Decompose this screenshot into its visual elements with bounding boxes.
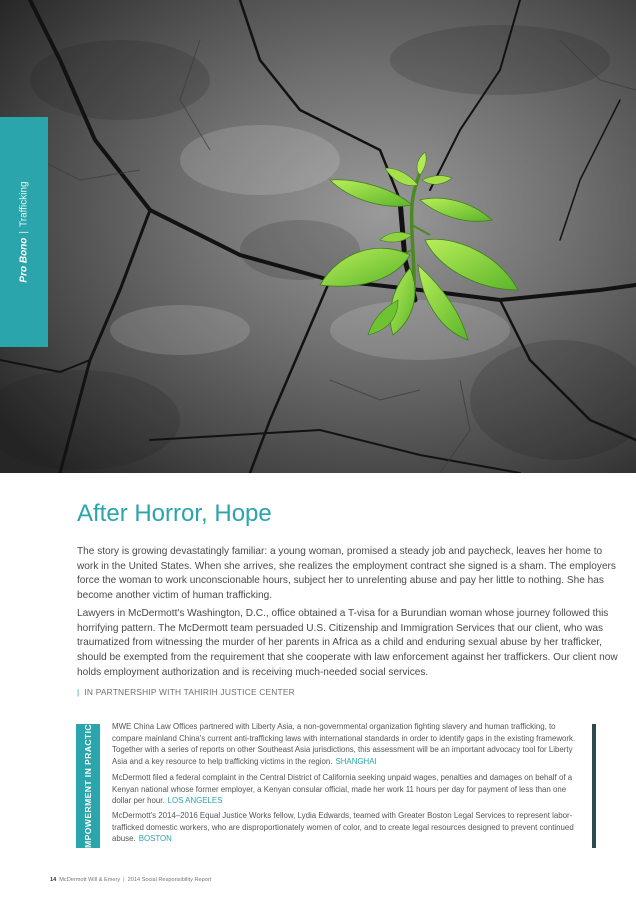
sidebar-item-text: McDermott's 2014–2016 Equal Justice Works fellow, Lydia Edwards, teamed with Greater Boston Legal Services to represent labor-trafficked domestic workers, who are disproportionately women of color, and to create legal resources designed to prevent continued abuse.	[112, 811, 574, 844]
sidebar-item-location: SHANGHAI	[335, 756, 377, 766]
partnership-text: IN PARTNERSHIP WITH TAHIRIH JUSTICE CENTER	[84, 687, 295, 697]
section-name: Pro Bono	[18, 237, 30, 283]
footer-firm: McDermott Will & Emery	[59, 877, 121, 883]
sidebar-item	[112, 810, 582, 845]
sidebar-item-text: McDermott filed a federal complaint in the Central District of California seeking unpaid wages, penalties and damages on behalf of a Kenyan national whose former employer, a Kenyan consular official, made her work 11 hours per day for payment of less than one dollar per hour.	[112, 773, 573, 806]
section-topic: Trafficking	[18, 181, 30, 227]
sidebar-item-text: MWE China Law Offices partnered with Liberty Asia, a non-governmental organization fighting slavery and human trafficking, to compare mainland China's current anti-trafficking laws with international standards in order to identify gaps in the existing framework. Together with a series of reports on other Southeast Asia jurisdictions, this assessment will be an important advocacy tool for Liberty Asia and a key resource to help trafficking victims in the region.	[112, 722, 576, 766]
page-number: 14	[50, 877, 57, 883]
sidebar-item	[112, 772, 582, 807]
partnership-divider: |	[77, 687, 80, 697]
sidebar-box-right-rule	[592, 724, 596, 848]
section-side-tab-label	[19, 181, 30, 282]
page-footer	[50, 877, 211, 883]
sidebar-item-location: BOSTON	[138, 834, 172, 844]
footer-divider: |	[123, 877, 125, 883]
partnership-credit	[77, 687, 295, 697]
sidebar-item	[112, 721, 582, 767]
section-divider: |	[18, 230, 30, 234]
footer-report: 2014 Social Responsibility Report	[127, 877, 212, 883]
article-paragraph-2: Lawyers in McDermott's Washington, D.C., office obtained a T-visa for a Burundian woman whose journey followed this horrifying pattern. The McDermott team persuaded U.S. Citizenship and Immigration Services that our client, who was traumatized from witnessing the murder of her parents in Africa as a child and enduring sexual abuse by her trafficker, should be exempted from the requirement that she cooperate with law enforcement against her traffickers. Our client now holds employment authorization and is receiving much-needed social services.	[77, 608, 618, 678]
sidebar-item-location: LOS ANGELES	[167, 796, 223, 806]
sidebar-box-label: EMPOWERMENT IN PRACTICE	[83, 717, 93, 855]
article-paragraph-1: The story is growing devastatingly familiar: a young woman, promised a steady job and paycheck, leaves her home to work in the United States. When she arrives, she realizes the employment contract she signed is a sham. The employers force the woman to work unconscionable hours, subject her to unrelenting abuse and pay her little to nothing. She has become another victim of human trafficking.	[77, 546, 616, 602]
article-title: After Horror, Hope	[77, 500, 272, 527]
